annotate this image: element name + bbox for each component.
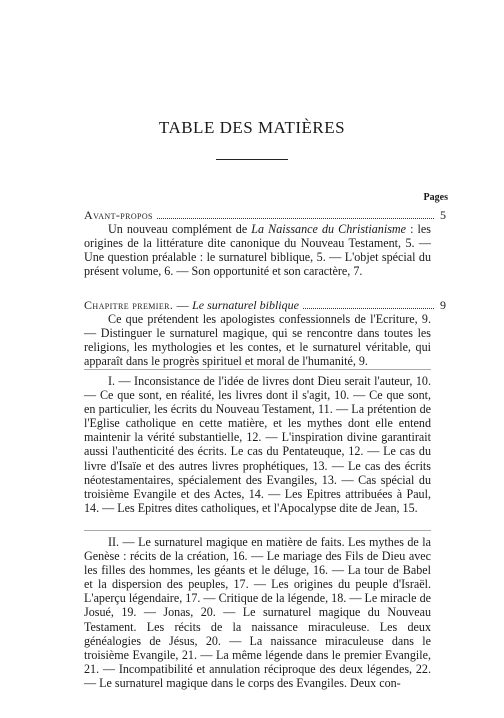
entry-avant-propos: [84, 208, 434, 222]
pages-column-label: Pages: [423, 192, 448, 203]
entry-label: Avant-propos: [84, 208, 153, 222]
section-divider: [84, 369, 431, 370]
entry-chapitre-premier: [84, 298, 434, 312]
book-title: La Naissance du Christianisme: [251, 222, 407, 236]
entry-page-number: 5: [440, 208, 446, 222]
entry-summary: Un nouveau complément de La Naissance du Christianisme : les origines de la littérature dite canonique du Nouveau Testament, 5. — Une question préalable : le surnaturel biblique, 5. — L'objet spécial du présent volume, 6. — Son opportunité et son caractère, 7.: [84, 222, 431, 279]
section-divider: [84, 530, 431, 531]
title-rule: [216, 159, 288, 160]
entry-label: Chapitre premier. —: [84, 298, 190, 312]
paragraph-i: I. — Inconsistance de l'idée de livres dont Dieu serait l'auteur, 10. — Ce que sont, en réalité, les livres dont il s'agit, 10. — Ce que sont, en particulier, les écrits du Nouveau Testament, 11. — La prétention de l'Eglise catholique en cette matière, et les mythes dont elle entend maintenir la vérité substantielle, 12. — L'inspiration divine garantirait aussi l'authenticité des écrits. Le cas du Pentateuque, 12. — Le cas du livre d'Isaïe et des autres livres prophétiques, 13. — Le cas des écrits néotestamentaires, spécialement des Evangiles, 13. — Cas spécial du troisième Evangile et des Actes, 14. — Les Epitres attribuées à Paul, 14. — Les Epitres dites catholiques, et l'Apocalypse dite de Jean, 15.: [84, 374, 431, 515]
paragraph-ii: II. — Le surnaturel magique en matière de faits. Les mythes de la Genèse : récits de la création, 16. — Le mariage des Fils de Dieu avec les filles des hommes, les géants et le déluge, 16. — La tour de Babel et la dispersion des peuples, 17. — Les origines du peuple d'Israël. L'aperçu légendaire, 17. — Critique de la légende, 18. — Le miracle de Josué, 19. — Jonas, 20. — Le surnaturel magique du Nouveau Testament. Les récits de la naissance miraculeuse. Les deux généalogies de Jésus, 20. — La naissance miraculeuse dans le troisième Evangile, 21. — La même légende dans le premier Evangile, 21. — Incompatibilité et annulation réciproque des deux légendes, 22. — Le surnaturel magique dans le corps des Evangiles. Deux con-: [84, 535, 431, 690]
entry-title: Le surnaturel biblique: [192, 298, 299, 312]
page-title: TABLE DES MATIÈRES: [158, 118, 346, 137]
entry-summary: Ce que prétendent les apologistes confessionnels de l'Ecriture, 9. — Distinguer le surnaturel magique, qui se rencontre dans toutes les religions, les mythologies et les contes, et le surnaturel véritable, qui apparaît dans le progrès spirituel et moral de l'humanité, 9.: [84, 312, 431, 369]
entry-page-number: 9: [440, 298, 446, 312]
